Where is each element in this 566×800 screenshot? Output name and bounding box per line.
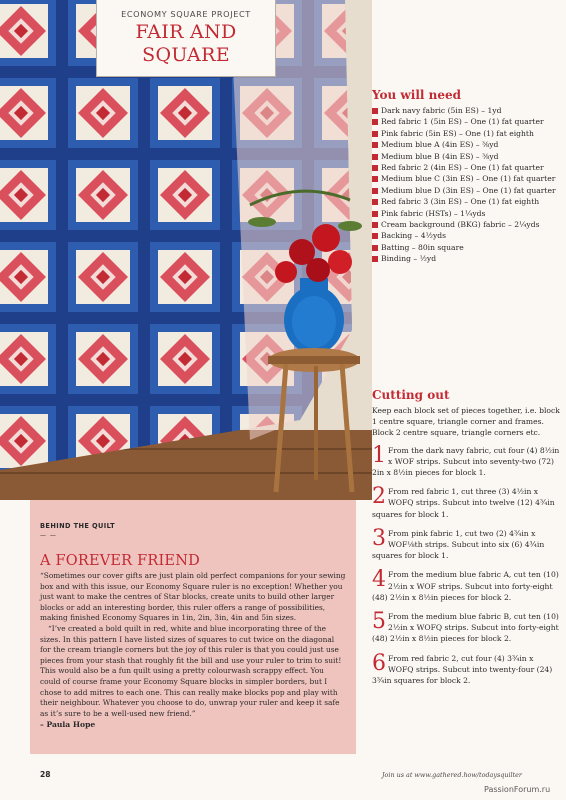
- behind-the-quilt-label: BEHIND THE QUILT: [40, 522, 116, 530]
- step-number: 3: [372, 525, 386, 551]
- step-number: 4: [372, 567, 386, 593]
- step-text: From red fabric 1, cut three (3) 4½in x WOFQ strips. Subcut into twelve (12) 4¾in squares for block 1.: [372, 487, 555, 519]
- cutting-step: [372, 611, 560, 645]
- behind-paragraph-1: “Sometimes our cover gifts are just plain old perfect companions for your sewing box and with this issue, our Economy Square ruler is no exception! Whether you just want to make the centres of Star blocks, create units to build other larger blocks or add an interesting border, this ruler offers a range of possibilities, making finished Economy Squares in 1in, 2in, 3in, 4in and 5in sizes.: [40, 571, 346, 623]
- step-text: From red fabric 2, cut four (4) 3¾in x WOFQ strips. Subcut into twenty-four (24) 3¾in squares for block 2.: [372, 653, 553, 686]
- materials-item: Red fabric 3 (3in ES) – One (1) fat eighth: [372, 196, 560, 207]
- page-title-line1: FAIR AND: [135, 21, 237, 43]
- label-dash: — —: [40, 532, 57, 539]
- you-will-need-section: [372, 88, 560, 265]
- materials-item: Dark navy fabric (5in ES) – 1yd: [372, 105, 560, 116]
- project-kicker: ECONOMY SQUARE PROJECT: [121, 9, 251, 19]
- step-number: 1: [372, 442, 386, 468]
- page-title-line2: SQUARE: [142, 44, 230, 66]
- materials-item: Pink fabric (5in ES) – One (1) fat eighth: [372, 128, 560, 139]
- materials-item: Medium blue C (3in ES) – One (1) fat quarter: [372, 173, 560, 184]
- materials-item: Red fabric 2 (4in ES) – One (1) fat quarter: [372, 162, 560, 173]
- step-text: From the medium blue fabric B, cut ten (10) 2½in x WOFQ strips. Subcut into forty-eight (48) 2½in x 8½in pieces for block 2.: [372, 612, 559, 644]
- behind-paragraph-2: “I’ve created a bold quilt in red, white and blue incorporating three of the sizes. In this pattern I have listed sizes of squares to cut twice on the diagonal for the cream triangle corners but the joy of this ruler is that you could just use pieces from your stash that roughly fit the bill and use your ruler to trim to suit! This would also be a fun quilt using a pretty colourwash scrappy effect. You could of course frame your Economy Square blocks in simpler borders, but I chose to add mitres to each one. This can really make blocks pop and play with their neighbour. Whatever you choose to do, unwrap your ruler and keep it safe as it’s sure to be a well-used new friend.”: [40, 623, 342, 718]
- author-signature: – Paula Hope: [40, 720, 96, 730]
- materials-item: Backing – 4½yds: [372, 230, 560, 241]
- materials-item: Batting – 80in square: [372, 242, 560, 253]
- step-text: From the dark navy fabric, cut four (4) 8½in x WOF strips. Subcut into seventy-two (72) 2in x 8½in pieces for block 1.: [372, 445, 560, 478]
- step-number: 5: [372, 609, 386, 635]
- cutting-step: [372, 650, 560, 687]
- watermark: PassionForum.ru: [484, 785, 551, 794]
- cutting-step: [372, 486, 560, 520]
- behind-the-quilt-box: [30, 500, 356, 754]
- cutting-step: [372, 569, 560, 603]
- materials-item: Red fabric 1 (5in ES) – One (1) fat quarter: [372, 116, 560, 127]
- step-text: From the medium blue fabric A, cut ten (10) 2½in x WOF strips. Subcut into forty-eight (48) 2½in x 8½in pieces for block 2.: [372, 570, 559, 602]
- cutting-intro: Keep each block set of pieces together, i.e. block 1 centre square, triangle corner and frames. Block 2 centre square, triangle corners etc.: [372, 406, 560, 438]
- materials-item: Binding – ½yd: [372, 253, 560, 264]
- title-box: [96, 0, 276, 77]
- materials-item: Medium blue D (3in ES) – One (1) fat quarter: [372, 185, 560, 196]
- cutting-out-section: [372, 388, 560, 694]
- materials-item: Medium blue A (4in ES) – ⅜yd: [372, 139, 560, 150]
- step-text: From pink fabric 1, cut two (2) 4¾in x WOF⅛th strips. Subcut into six (6) 4¾in squares for block 1.: [372, 528, 545, 561]
- materials-item: Medium blue B (4in ES) – ⅜yd: [372, 151, 560, 162]
- materials-list: [372, 105, 560, 265]
- materials-item: Cream background (BKG) fabric – 2¼yds: [372, 219, 560, 230]
- cutting-step: [372, 525, 560, 562]
- page-footer: [0, 770, 566, 786]
- materials-item: Pink fabric (HSTs) – 1¼yds: [372, 208, 560, 219]
- cutting-step: [372, 442, 560, 479]
- page-number: 28: [40, 770, 51, 779]
- step-number: 6: [372, 650, 386, 676]
- you-will-need-heading: You will need: [372, 88, 461, 102]
- website-link[interactable]: Join us at www.gathered.how/todaysquilter: [382, 771, 522, 779]
- cutting-out-heading: Cutting out: [372, 388, 450, 402]
- forever-friend-heading: A FOREVER FRIEND: [40, 553, 200, 569]
- step-number: 2: [372, 484, 386, 510]
